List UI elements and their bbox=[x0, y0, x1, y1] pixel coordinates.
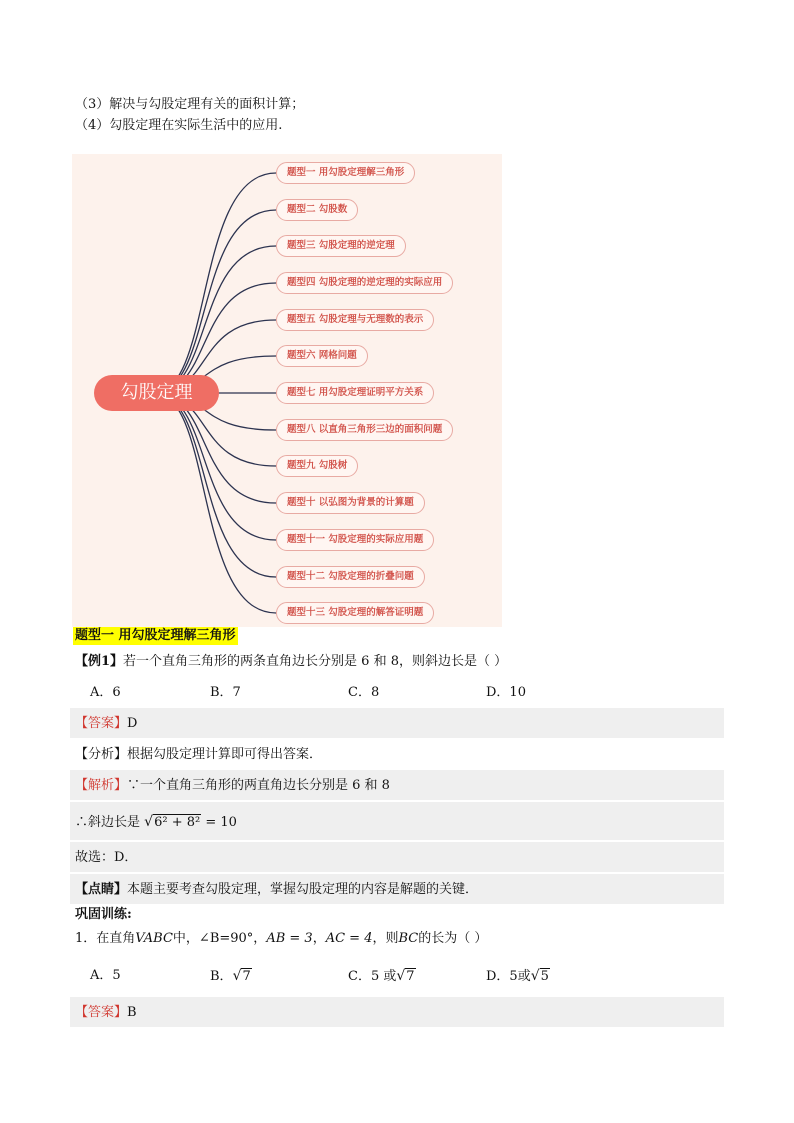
sqrt-radicand: 5 bbox=[540, 969, 549, 984]
q1-ab: AB = 3 bbox=[266, 931, 313, 946]
mindmap-node: 题型四 勾股定理的逆定理的实际应用 bbox=[276, 272, 453, 294]
mindmap-connector bbox=[154, 393, 276, 577]
q1-bc: BC bbox=[398, 931, 419, 946]
mindmap-connector bbox=[154, 173, 276, 393]
mindmap-node: 题型十三 勾股定理的解答证明题 bbox=[276, 602, 434, 624]
practice-question-1: 1．在直角VABC中，∠B=90°，AB = 3，AC = 4，则BC的长为（ ） bbox=[75, 931, 488, 946]
practice-answer-line bbox=[75, 1004, 137, 1022]
sqrt-expression: √7 bbox=[232, 968, 251, 984]
mindmap-node: 题型三 勾股定理的逆定理 bbox=[276, 235, 406, 257]
solution-text: ∵一个直角三角形的两直角边长分别是 6 和 8 bbox=[127, 778, 390, 793]
answer-value: D bbox=[127, 716, 138, 731]
mindmap-node: 题型八 以直角三角形三边的面积问题 bbox=[276, 419, 453, 441]
sqrt-expression: √5 bbox=[530, 968, 549, 984]
answer-tag: 【答案】 bbox=[75, 716, 128, 731]
comment-text: 本题主要考查勾股定理，掌握勾股定理的内容是解题的关键． bbox=[127, 882, 479, 897]
q1-tail: 的长为（ ） bbox=[418, 931, 488, 946]
q1-triangle: VABC bbox=[135, 931, 173, 946]
q1-condition: 中，∠B=90°， bbox=[172, 931, 267, 946]
choice-block bbox=[70, 842, 724, 872]
calc-result: = 10 bbox=[205, 815, 237, 830]
mindmap-node: 题型十 以弘图为背景的计算题 bbox=[276, 492, 425, 514]
mindmap-connector bbox=[154, 393, 276, 613]
q1-then: ，则 bbox=[372, 931, 399, 946]
answer-block bbox=[70, 708, 724, 738]
mindmap bbox=[72, 154, 502, 627]
example-tag: 【例1】 bbox=[75, 654, 124, 669]
mindmap-node: 题型五 勾股定理与无理数的表示 bbox=[276, 309, 434, 331]
mindmap-node: 题型十一 勾股定理的实际应用题 bbox=[276, 529, 434, 551]
practice-option-b bbox=[210, 967, 252, 986]
q1-prefix: 1．在直角 bbox=[75, 931, 136, 946]
sqrt-expression: √7 bbox=[396, 968, 415, 984]
solution-tag: 【解析】 bbox=[75, 778, 128, 793]
mindmap-connector bbox=[154, 246, 276, 393]
mindmap-center-node: 勾股定理 bbox=[94, 375, 219, 411]
practice-answer-block bbox=[70, 997, 724, 1027]
q1-ac: AC = 4 bbox=[325, 931, 373, 946]
option-b: B．7 bbox=[210, 685, 241, 700]
comment-tag: 【点睛】 bbox=[75, 882, 128, 897]
practice-answer-tag: 【答案】 bbox=[75, 1005, 128, 1020]
calc-line bbox=[75, 813, 237, 832]
section-title: 题型一 用勾股定理解三角形 bbox=[75, 628, 236, 643]
solution-line bbox=[75, 777, 390, 795]
mindmap-node: 题型六 网格问题 bbox=[276, 345, 368, 367]
practice-option-d bbox=[486, 967, 550, 986]
sqrt-radicand: 7 bbox=[242, 969, 251, 984]
sqrt-radicand: 7 bbox=[406, 969, 415, 984]
sqrt-radicand: 6² + 8² bbox=[154, 815, 201, 830]
practice-title: 巩固训练: bbox=[75, 907, 132, 922]
example-1 bbox=[75, 653, 507, 671]
option-b-prefix: B． bbox=[210, 969, 233, 984]
example-text: 若一个直角三角形的两条直角边长分别是 6 和 8，则斜边长是（ ） bbox=[123, 654, 508, 669]
option-d: D．10 bbox=[486, 685, 526, 700]
mindmap-node: 题型十二 勾股定理的折叠问题 bbox=[276, 566, 425, 588]
mindmap-node: 题型二 勾股数 bbox=[276, 199, 358, 221]
option-c: C．8 bbox=[348, 685, 380, 700]
analysis-line bbox=[75, 746, 322, 764]
intro-line-4: （4）勾股定理在实际生活中的应用. bbox=[75, 118, 283, 133]
practice-option-c bbox=[348, 967, 416, 986]
mindmap-node: 题型七 用勾股定理证明平方关系 bbox=[276, 382, 434, 404]
choice-line: 故选：D． bbox=[75, 850, 138, 865]
mindmap-node: 题型一 用勾股定理解三角形 bbox=[276, 162, 415, 184]
option-c-prefix: C．5 或 bbox=[348, 969, 397, 984]
option-a: A．6 bbox=[90, 685, 121, 700]
answer-line bbox=[75, 715, 137, 733]
comment-line bbox=[75, 881, 478, 899]
analysis-tag: 【分析】 bbox=[75, 747, 128, 762]
intro-line-3: （3）解决与勾股定理有关的面积计算； bbox=[75, 97, 305, 112]
calc-prefix: ∴斜边长是 bbox=[75, 815, 141, 830]
mindmap-connector bbox=[154, 210, 276, 393]
mindmap-node: 题型九 勾股树 bbox=[276, 455, 358, 477]
practice-option-a: A．5 bbox=[90, 968, 121, 983]
sqrt-expression: √6² + 8² bbox=[144, 814, 201, 830]
mindmap-connector bbox=[154, 393, 276, 540]
practice-answer-value: B bbox=[127, 1005, 137, 1020]
option-d-prefix: D．5或 bbox=[486, 969, 531, 984]
analysis-text: 根据勾股定理计算即可得出答案． bbox=[127, 747, 323, 762]
